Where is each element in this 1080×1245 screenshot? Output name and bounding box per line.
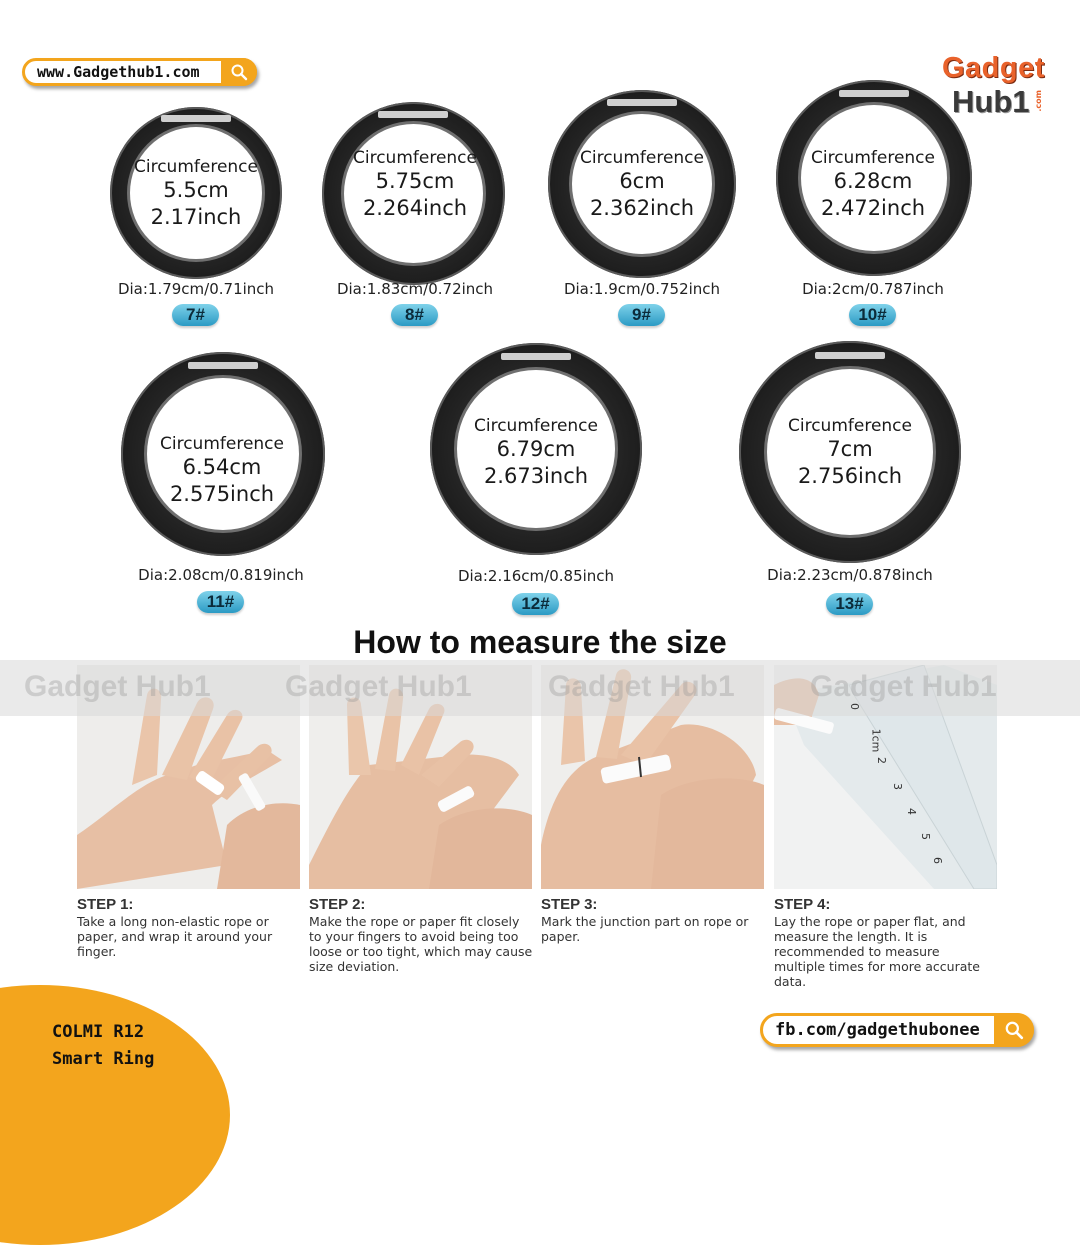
ring-8-diameter: Dia:1.83cm/0.72inch <box>336 280 494 298</box>
ring-7-size-badge: 7# <box>172 304 219 326</box>
step-2-text: Make the rope or paper fit closely to your fingers to avoid being too loose or too tight, which may cause size deviation. <box>309 914 533 974</box>
ring-13-size-badge: 13# <box>826 593 873 615</box>
ruler-label-5: 5 <box>919 833 932 840</box>
step-2-title: STEP 2: <box>309 896 366 913</box>
logo-text-gadget: Gadget <box>942 52 1045 84</box>
step-1-title: STEP 1: <box>77 896 134 913</box>
ring-10-diameter: Dia:2cm/0.787inch <box>802 280 944 298</box>
ring-8-size-badge: 8# <box>391 304 438 326</box>
ring-10-size-badge: 10# <box>849 304 896 326</box>
ring-11-label: Circumference 6.54cm 2.575inch <box>160 434 284 506</box>
ring-13-label: Circumference 7cm 2.756inch <box>788 416 912 488</box>
product-name-line2: Smart Ring <box>52 1049 155 1069</box>
facebook-search-bar[interactable] <box>760 1013 1034 1047</box>
product-name-line1: COLMI R12 <box>52 1022 145 1042</box>
ruler-label-4: 4 <box>905 808 918 815</box>
ring-12-size-badge: 12# <box>512 593 559 615</box>
facebook-url: fb.com/gadgethubonee <box>775 1020 980 1040</box>
ring-9-diameter: Dia:1.9cm/0.752inch <box>563 280 721 298</box>
ruler-label-0: 0 <box>848 703 861 710</box>
ring-11-diameter: Dia:2.08cm/0.819inch <box>138 566 304 584</box>
step-4-text: Lay the rope or paper flat, and measure the length. It is recommended to measure multiple times for more accurate data. <box>774 914 980 989</box>
ring-9-label: Circumference 6cm 2.362inch <box>580 148 704 220</box>
ruler-label-6: 6 <box>931 857 944 864</box>
ring-9-size-badge: 9# <box>618 304 665 326</box>
search-icon[interactable] <box>221 58 257 86</box>
website-url: www.Gadgethub1.com <box>37 63 200 81</box>
ring-7-diameter: Dia:1.79cm/0.71inch <box>117 280 275 298</box>
ring-12-label: Circumference 6.79cm 2.673inch <box>474 416 598 488</box>
step-3-text: Mark the junction part on rope or paper. <box>541 914 749 944</box>
step-4-title: STEP 4: <box>774 896 831 913</box>
search-icon[interactable] <box>994 1013 1034 1047</box>
logo-text-hub1: Hub1 <box>952 84 1030 119</box>
watermark-4: Gadget Hub1 <box>810 670 997 703</box>
website-search-bar[interactable] <box>22 58 257 86</box>
watermark-2: Gadget Hub1 <box>285 670 472 703</box>
ring-11-size-badge: 11# <box>197 591 244 613</box>
ring-12-diameter: Dia:2.16cm/0.85inch <box>457 567 615 585</box>
step-3-title: STEP 3: <box>541 896 598 913</box>
logo-text-com: .com <box>1034 90 1043 112</box>
ring-7-label: Circumference 5.5cm 2.17inch <box>134 157 258 229</box>
ring-8-label: Circumference 5.75cm 2.264inch <box>353 148 477 220</box>
ring-10-label: Circumference 6.28cm 2.472inch <box>811 148 935 220</box>
ruler-label-1: 1cm <box>869 728 883 753</box>
ring-13-diameter: Dia:2.23cm/0.878inch <box>767 566 933 584</box>
watermark-3: Gadget Hub1 <box>548 670 735 703</box>
measure-heading: How to measure the size <box>353 624 727 660</box>
step-1-text: Take a long non-elastic rope or paper, and wrap it around your finger. <box>77 914 273 959</box>
watermark-1: Gadget Hub1 <box>24 670 211 703</box>
ruler-label-3: 3 <box>891 783 904 790</box>
ruler-label-2: 2 <box>875 757 888 764</box>
